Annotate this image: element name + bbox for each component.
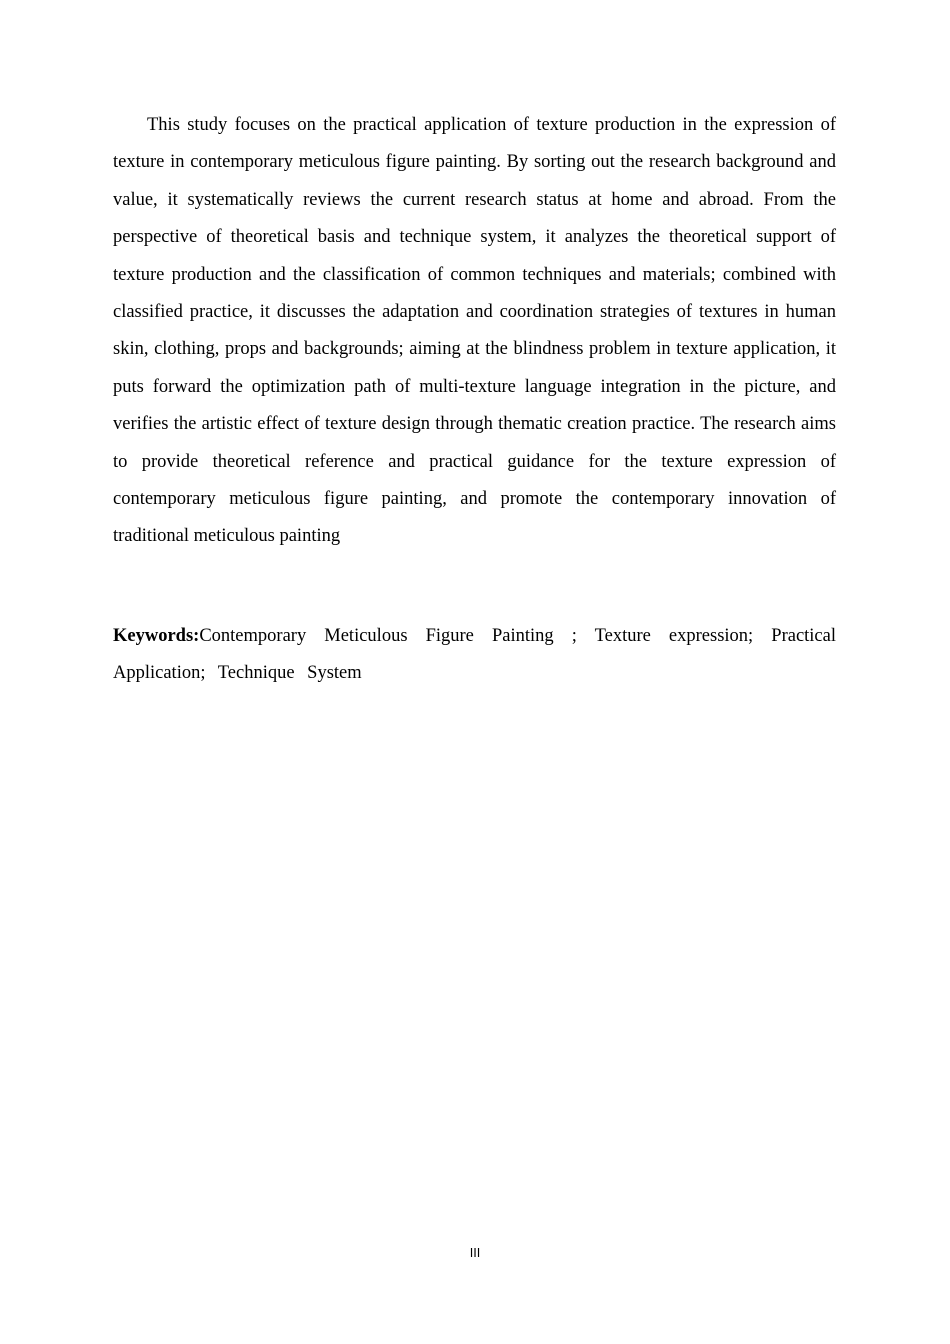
keywords-paragraph [113,618,836,693]
keywords-text: Contemporary Meticulous Figure Painting ; Texture expression; Practical Application; Technique System [113,626,836,684]
keywords-label: Keywords: [113,626,200,646]
abstract-paragraph: This study focuses on the practical application of texture production in the expression of texture in contemporary meticulous figure painting. By sorting out the research background and value, it systematically reviews the current research status at home and abroad. From the perspective of theoretical basis and technique system, it analyzes the theoretical support of texture production and the classification of common techniques and materials; combined with classified practice, it discusses the adaptation and coordination strategies of textures in human skin, clothing, props and backgrounds; aiming at the blindness problem in texture application, it puts forward the optimization path of multi-texture language integration in the picture, and verifies the artistic effect of texture design through thematic creation practice. The research aims to provide theoretical reference and practical guidance for the texture expression of contemporary meticulous figure painting, and promote the contemporary innovation of traditional meticulous painting [113,115,836,547]
page-number: III [469,1246,481,1260]
